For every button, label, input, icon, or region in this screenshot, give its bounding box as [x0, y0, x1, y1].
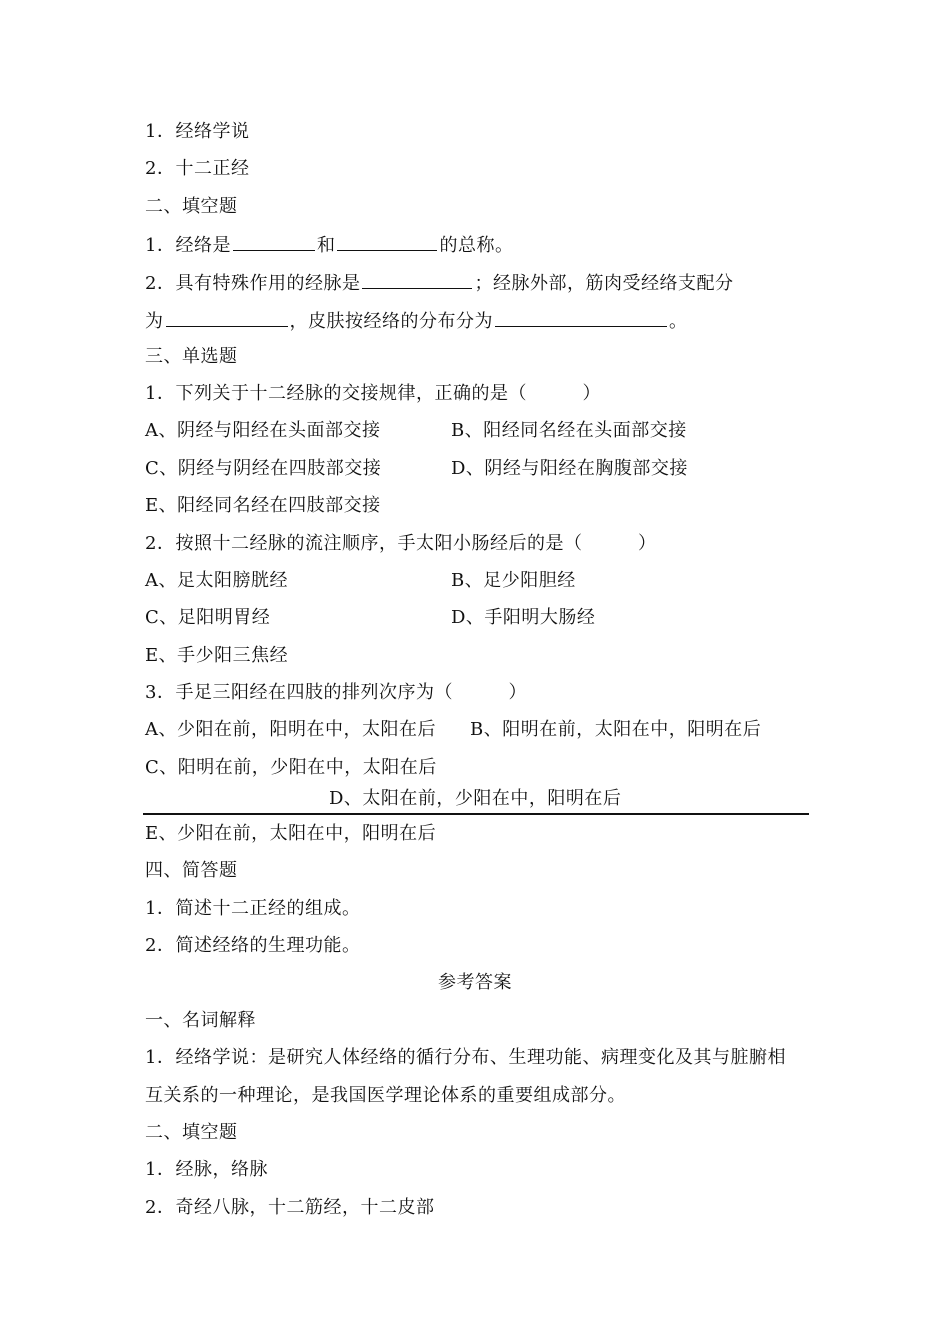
answer-key-title: 参考答案	[438, 972, 512, 993]
fill-question-1: 1．经络是 和 的总称。	[145, 232, 513, 258]
choice-question-1: 1．下列关于十二经脉的交接规律，正确的是（ ）	[145, 383, 601, 404]
term-item-2: 2．十二正经	[145, 158, 250, 179]
option-1b: B、阳经同名经在头面部交接	[451, 420, 687, 441]
answer-blank	[495, 308, 667, 327]
option-2b: B、足少阳胆经	[451, 570, 576, 591]
section-heading-short-answer: 四、简答题	[145, 860, 238, 881]
option-1a: A、阴经与阳经在头面部交接	[145, 420, 381, 441]
option-1e: E、阳经同名经在四肢部交接	[145, 495, 381, 516]
option-2a: A、足太阳膀胱经	[145, 570, 288, 591]
answer-fill-2: 2．奇经八脉，十二筋经，十二皮部	[145, 1197, 435, 1218]
answer-term-1-line1: 1．经络学说：是研究人体经络的循行分布、生理功能、病理变化及其与脏腑相	[145, 1047, 786, 1068]
option-3c: C、阳明在前，少阳在中，太阳在后	[145, 757, 437, 778]
answer-blank	[362, 270, 472, 289]
option-1d: D、阴经与阳经在胸腹部交接	[451, 458, 688, 479]
answer-fill-1: 1．经脉，络脉	[145, 1159, 268, 1180]
section-heading-choice: 三、单选题	[145, 346, 238, 367]
answer-term-1-line2: 互关系的一种理论，是我国医学理论体系的重要组成部分。	[145, 1085, 626, 1106]
short-answer-question-1: 1．简述十二正经的组成。	[145, 898, 361, 919]
option-3a: A、少阳在前，阳明在中，太阳在后	[145, 719, 436, 740]
term-item-1: 1．经络学说	[145, 121, 250, 142]
horizontal-rule	[143, 813, 809, 815]
fill-question-2-line2: 为 ，皮肤按经络的分布分为 。	[145, 308, 688, 334]
answer-blank	[233, 232, 315, 251]
answer-section-fill: 二、填空题	[145, 1122, 238, 1143]
fill-question-2-line1: 2．具有特殊作用的经脉是 ；经脉外部，筋肉受经络支配分	[145, 270, 733, 296]
short-answer-question-2: 2．简述经络的生理功能。	[145, 935, 361, 956]
option-3e: E、少阳在前，太阳在中，阳明在后	[145, 823, 437, 844]
option-2e: E、手少阳三焦经	[145, 645, 289, 666]
option-2c: C、足阳明胃经	[145, 607, 271, 628]
option-3d: D、太阳在前，少阳在中，阳明在后	[329, 788, 622, 809]
section-heading-fill: 二、填空题	[145, 196, 238, 217]
answer-blank	[337, 232, 437, 251]
choice-question-2: 2．按照十二经脉的流注顺序，手太阳小肠经后的是（ ）	[145, 533, 657, 554]
answer-blank	[166, 308, 288, 327]
option-2d: D、手阳明大肠经	[451, 607, 596, 628]
option-1c: C、阴经与阴经在四肢部交接	[145, 458, 382, 479]
choice-question-3: 3．手足三阳经在四肢的排列次序为（ ）	[145, 682, 527, 703]
option-3b: B、阳明在前，太阳在中，阳明在后	[470, 719, 762, 740]
answer-section-terms: 一、名词解释	[145, 1010, 256, 1031]
